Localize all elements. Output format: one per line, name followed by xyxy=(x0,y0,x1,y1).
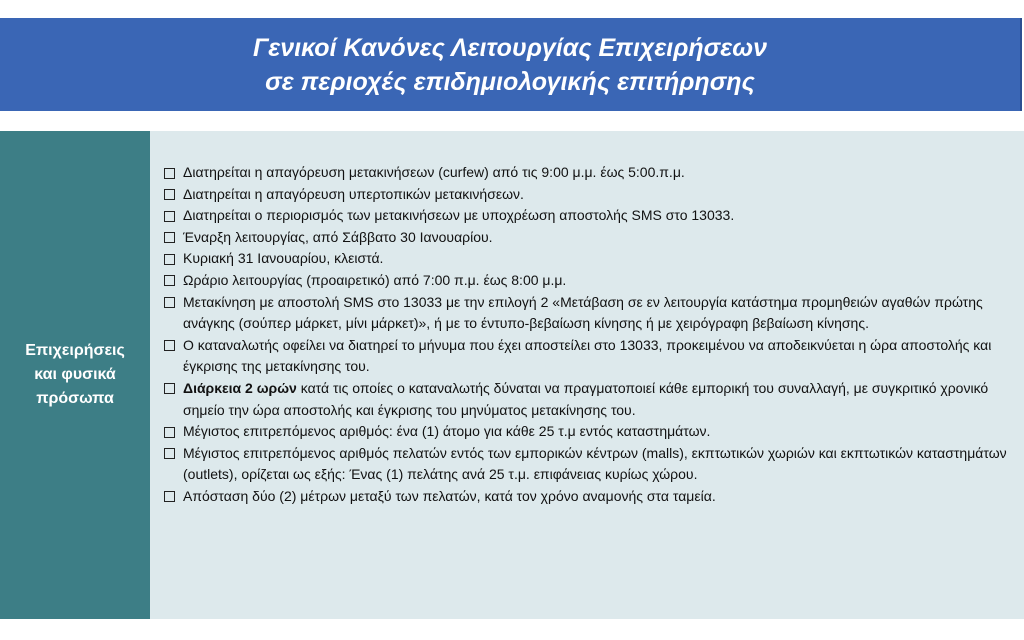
checkbox-icon xyxy=(164,448,175,459)
rules-panel xyxy=(150,131,1024,619)
rule-text: Έναρξη λειτουργίας, από Σάββατο 30 Ιανουαρίου. xyxy=(183,228,493,245)
checkbox-icon xyxy=(164,340,175,351)
rule-text: Διατηρείται η απαγόρευση υπερτοπικών μετακινήσεων. xyxy=(183,185,524,202)
category-label-line-3: πρόσωπα xyxy=(36,390,114,407)
rule-text xyxy=(183,378,1024,421)
checkbox-icon xyxy=(164,383,175,394)
title-line-2: σε περιοχές επιδημιολογικής επιτήρησης xyxy=(265,67,755,96)
checkbox-icon xyxy=(164,275,175,286)
checkbox-icon xyxy=(164,168,175,179)
checkbox-icon xyxy=(164,189,175,200)
checkbox-icon xyxy=(164,297,175,308)
category-label xyxy=(5,339,145,411)
rule-text: Διατηρείται η απαγόρευση μετακινήσεων (curfew) από τις 9:00 μ.μ. έως 5:00.π.μ. xyxy=(183,164,685,180)
checkbox-icon xyxy=(164,232,175,243)
title-banner xyxy=(0,18,1022,111)
rule-text: Διατηρείται ο περιορισμός των μετακινήσεων με υποχρέωση αποστολής SMS στο 13033. xyxy=(183,207,735,224)
rule-text: Ωράριο λειτουργίας (προαιρετικό) από 7:00 π.μ. έως 8:00 μ.μ. xyxy=(183,271,567,288)
rule-text: Μετακίνηση με αποστολή SMS στο 13033 με την επιλογή 2 «Μετάβαση σε εν λειτουργία κατάστημα προμηθειών αγαθών πρώτης ανάγκης (σούπερ μάρκετ, μίνι μάρκετ)», ή με το έντυπο-βεβαίωση κίνησης ή με χειρόγραφη βεβαίωση κίνησης. xyxy=(183,293,983,332)
rule-text: Μέγιστος επιτρεπόμενος αριθμός: ένα (1) άτομο για κάθε 25 τ.μ εντός καταστημάτων. xyxy=(183,423,711,440)
rule-item xyxy=(164,378,1024,421)
rule-text: Κυριακή 31 Ιανουαρίου, κλειστά. xyxy=(183,250,384,267)
rule-item xyxy=(164,335,1024,378)
rule-item xyxy=(164,227,1024,249)
rule-item xyxy=(164,292,1024,335)
category-panel xyxy=(0,131,150,619)
checkbox-icon xyxy=(164,211,175,222)
rule-item xyxy=(164,205,1024,227)
checkbox-icon xyxy=(164,427,175,438)
bottom-margin xyxy=(0,619,1024,640)
rule-item xyxy=(164,162,1024,184)
rule-text: Απόσταση δύο (2) μέτρων μεταξύ των πελατών, κατά τον χρόνο αναμονής στα ταμεία. xyxy=(183,487,716,504)
rule-item xyxy=(164,421,1024,443)
rule-item xyxy=(164,184,1024,206)
rule-text: Μέγιστος επιτρεπόμενος αριθμός πελατών εντός των εμπορικών κέντρων (malls), εκπτωτικών χωριών και εκπτωτικών καταστημάτων (outlets), ορίζεται ως εξής: Ένας (1) πελάτης ανά 25 τ.μ. επιφάνειας κυρίως χώρου. xyxy=(183,444,1007,483)
category-label-line-1: Επιχειρήσεις xyxy=(25,342,125,359)
rule-emphasis: Διάρκεια 2 ωρών xyxy=(183,379,297,396)
category-label-line-2: και φυσικά xyxy=(34,366,116,383)
rule-item xyxy=(164,443,1024,486)
rule-item xyxy=(164,486,1024,508)
rule-item xyxy=(164,270,1024,292)
rule-text-rest: κατά τις οποίες ο καταναλωτής δύναται να πραγματοποιεί κάθε εμπορική του συναλλαγή, με συγκριτικό χρονικό σημείο την ώρα αποστολής και έγκρισης του μηνύματος μετακίνησης του. xyxy=(183,379,989,418)
title-line-1: Γενικοί Κανόνες Λειτουργίας Επιχειρήσεων xyxy=(253,33,767,62)
rule-item xyxy=(164,248,1024,270)
rule-text: Ο καταναλωτής οφείλει να διατηρεί το μήνυμα που έχει αποστείλει στο 13033, προκειμένου να αποδεικνύεται η ώρα αποστολής και έγκρισης της μετακίνησης του. xyxy=(183,336,992,375)
checkbox-icon xyxy=(164,254,175,265)
checkbox-icon xyxy=(164,491,175,502)
